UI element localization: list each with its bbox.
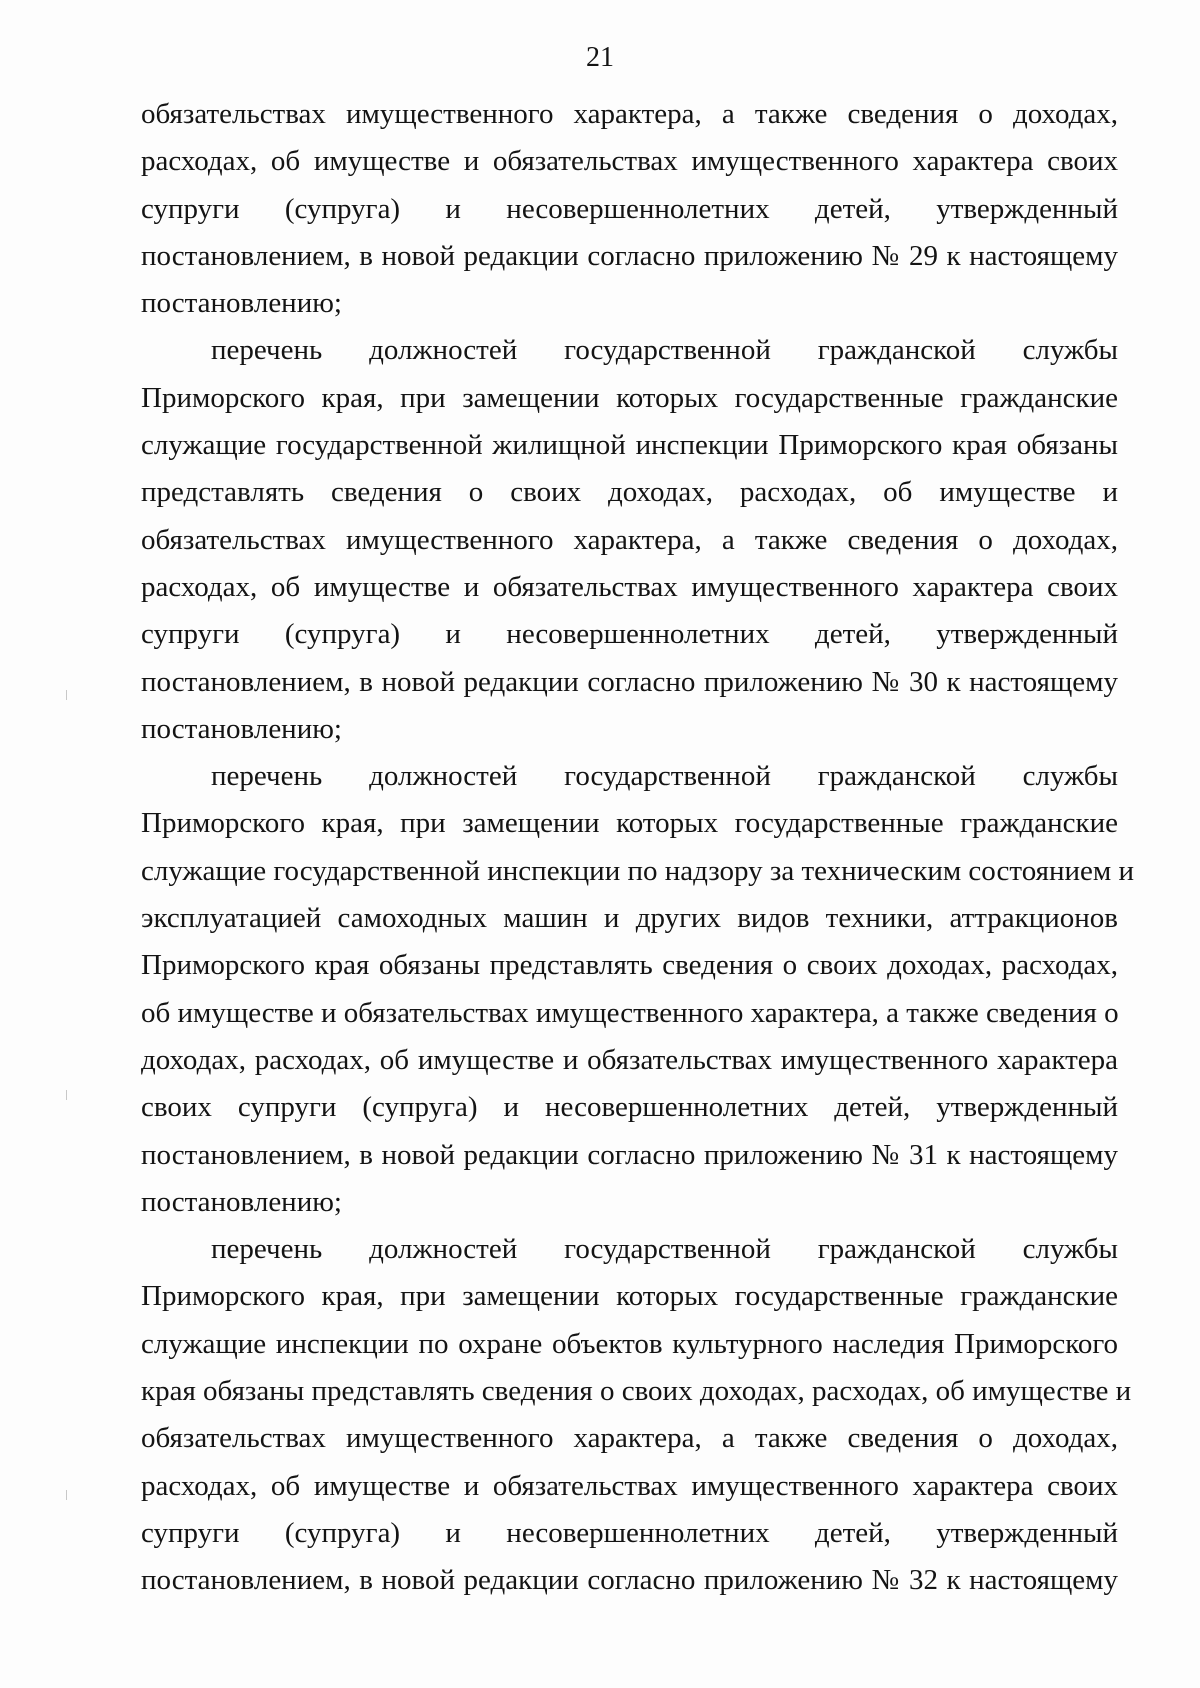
- text-line: постановлением, в новой редакции согласно приложению № 29 к настоящему: [141, 239, 1118, 272]
- paragraph-appendix-32: [141, 1226, 1132, 1604]
- text-line: постановлению;: [141, 712, 342, 745]
- text-line: перечень должностей государственной гражданской службы: [211, 760, 1118, 793]
- text-line: постановлением, в новой редакции согласно приложению № 32 к настоящему: [141, 1564, 1118, 1597]
- text-line: служащие инспекции по охране объектов культурного наследия Приморского: [141, 1327, 1118, 1360]
- text-line: супруги (супруга) и несовершеннолетних детей, утвержденный: [141, 618, 1118, 651]
- text-line: доходах, расходах, об имуществе и обязательствах имущественного характера: [141, 1043, 1118, 1076]
- text-line: эксплуатацией самоходных машин и других видов техники, аттракционов: [141, 902, 1118, 935]
- scan-margin-mark: [66, 690, 67, 700]
- text-line: постановлением, в новой редакции согласно приложению № 31 к настоящему: [141, 1138, 1118, 1171]
- text-line: расходах, об имуществе и обязательствах имущественного характера своих: [141, 570, 1118, 603]
- text-line: служащие государственной инспекции по надзору за техническим состоянием и: [141, 854, 1135, 887]
- page-number: 21: [586, 42, 614, 73]
- document-body: [141, 91, 1135, 1605]
- text-line: Приморского края, при замещении которых государственные гражданские: [141, 381, 1118, 414]
- paragraph-appendix-31: [141, 753, 1135, 1226]
- text-line: перечень должностей государственной гражданской службы: [211, 1233, 1118, 1266]
- text-line: обязательствах имущественного характера, а также сведения о доходах,: [141, 1422, 1118, 1455]
- scan-margin-mark: [66, 1090, 67, 1100]
- text-line: обязательствах имущественного характера, а также сведения о доходах,: [141, 523, 1118, 556]
- text-line: служащие государственной жилищной инспекции Приморского края обязаны: [141, 429, 1118, 462]
- text-line: обязательствах имущественного характера, а также сведения о доходах,: [141, 98, 1118, 130]
- text-line: постановлению;: [141, 287, 342, 320]
- text-line: расходах, об имуществе и обязательствах имущественного характера своих: [141, 145, 1118, 178]
- paragraph-appendix-29: [141, 91, 1118, 327]
- text-line: постановлению;: [141, 1185, 342, 1218]
- text-line: расходах, об имуществе и обязательствах имущественного характера своих: [141, 1469, 1118, 1502]
- paragraph-appendix-30: [141, 327, 1118, 753]
- text-line: Приморского края, при замещении которых государственные гражданские: [141, 1280, 1118, 1313]
- text-line: края обязаны представлять сведения о своих доходах, расходах, об имуществе и: [141, 1375, 1132, 1408]
- text-line: представлять сведения о своих доходах, расходах, об имуществе и: [141, 476, 1118, 509]
- text-line: об имуществе и обязательствах имущественного характера, а также сведения о: [141, 996, 1119, 1029]
- text-line: своих супруги (супруга) и несовершеннолетних детей, утвержденный: [141, 1091, 1118, 1124]
- text-line: перечень должностей государственной гражданской службы: [211, 334, 1118, 367]
- text-line: супруги (супруга) и несовершеннолетних детей, утвержденный: [141, 1516, 1118, 1549]
- text-line: супруги (супруга) и несовершеннолетних детей, утвержденный: [141, 192, 1118, 225]
- text-line: Приморского края обязаны представлять сведения о своих доходах, расходах,: [141, 949, 1118, 982]
- scan-margin-mark: [66, 1490, 67, 1500]
- text-line: постановлением, в новой редакции согласно приложению № 30 к настоящему: [141, 665, 1118, 698]
- text-line: Приморского края, при замещении которых государственные гражданские: [141, 807, 1118, 840]
